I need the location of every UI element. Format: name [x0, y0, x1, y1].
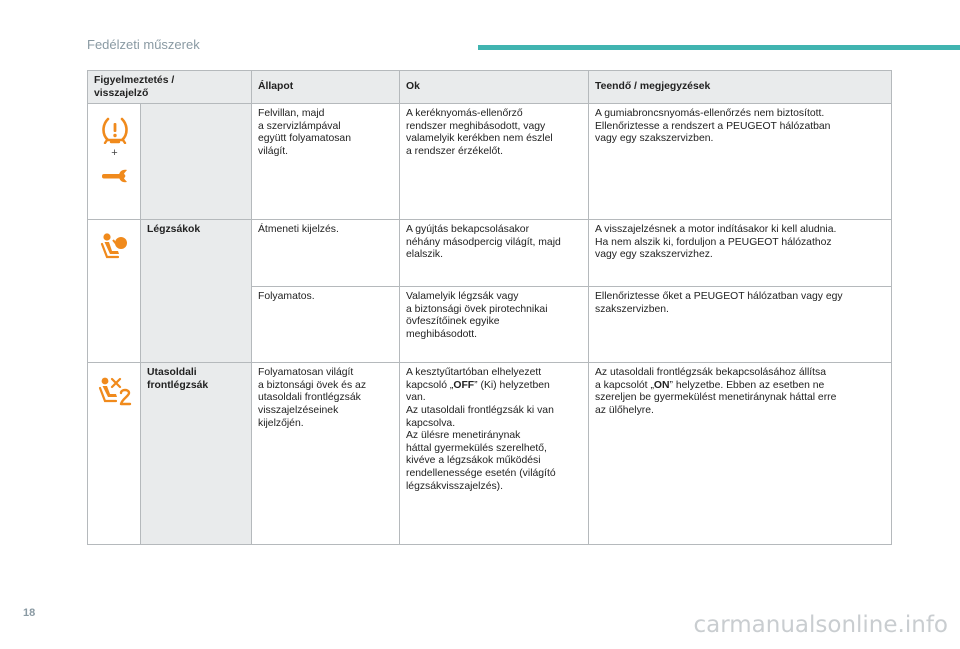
passenger-airbag-off-icon	[97, 375, 133, 407]
indicator-icon-cell	[88, 220, 141, 363]
section-title: Fedélzeti műszerek	[87, 37, 200, 52]
column-header-action: Teendő / megjegyzések	[589, 71, 892, 104]
indicator-label-cell	[141, 363, 252, 545]
action-cell: A gumiabroncsnyomás-ellenőrzés nem biztosított. Ellenőriztesse a rendszert a PEUGEOT hálózatban vagy egy szakszervizben.	[589, 104, 892, 220]
table-row	[88, 104, 892, 220]
icon-combination-plus: +	[111, 147, 118, 160]
airbag-icon	[98, 232, 132, 262]
header-accent-bar	[478, 45, 960, 50]
action-cell: Ellenőriztesse őket a PEUGEOT hálózatban vagy egy szakszervizben.	[589, 287, 892, 363]
page-number: 18	[23, 607, 36, 619]
cause-cell	[400, 363, 589, 545]
tyre-pressure-warning-icon	[100, 116, 130, 144]
action-cell: A visszajelzésnek a motor indításakor ki kell aludnia. Ha nem alszik ki, forduljon a PEUGEOT hálózathoz vagy egy szakszervizhez.	[589, 220, 892, 287]
column-header-indicator: Figyelmeztetés / visszajelző	[88, 71, 252, 104]
indicator-icon-cell	[88, 363, 141, 545]
column-header-state: Állapot	[252, 71, 400, 104]
state-cell: Folyamatosan világít a biztonsági övek és az utasoldali frontlégzsák visszajelzéseinek kijelzőjén.	[252, 363, 400, 545]
state-cell: Folyamatos.	[252, 287, 400, 363]
cause-text-c: ” (Ki) helyzetben van. Az utasoldali frontlégzsák ki van kapcsolva. Az ülésre menetiránynak háttal gyermekülés szerelhető, kivéve a légzsákok működési rendellenessége esetén (világító légzsákvisszajelzés).	[406, 379, 556, 492]
on-keyword: ON	[653, 379, 670, 391]
cause-cell: A gyújtás bekapcsolásakor néhány másodpercig világít, majd elalszik.	[400, 220, 589, 287]
service-wrench-icon	[100, 166, 130, 186]
action-text-c: ” helyzetbe. Ebben az esetben ne szereljen be gyermekülést menetiránynak háttal erre az ülőhelyre.	[595, 379, 837, 416]
indicator-label-cell	[141, 220, 252, 363]
action-text-a: Az utasoldali frontlégzsák bekapcsolásához állítsa a kapcsolót „	[595, 367, 827, 391]
cause-text-a: A kesztyűtartóban elhelyezett kapcsoló „	[406, 367, 542, 391]
state-cell: Felvillan, majd a szervizlámpával együtt folyamatosan világít.	[252, 104, 400, 220]
table-header-row	[88, 71, 892, 104]
cause-cell: Valamelyik légzsák vagy a biztonsági övek pirotechnikai övfeszítőinek egyike meghibásodott.	[400, 287, 589, 363]
column-header-cause: Ok	[400, 71, 589, 104]
state-cell: Átmeneti kijelzés.	[252, 220, 400, 287]
indicator-icon-cell	[88, 104, 141, 220]
off-keyword: OFF	[453, 379, 475, 391]
cause-cell: A keréknyomás-ellenőrző rendszer meghibásodott, vagy valamelyik kerékben nem észlel a rendszer érzékelőt.	[400, 104, 589, 220]
watermark: carmanualsonline.info	[693, 612, 948, 638]
table-row	[88, 220, 892, 287]
table-row	[88, 363, 892, 545]
warning-lights-table	[87, 70, 892, 545]
indicator-label-airbags: Légzsákok	[147, 224, 201, 236]
indicator-label-cell	[141, 104, 252, 220]
indicator-label-passenger-airbag: Utasoldali frontlégzsák	[147, 367, 209, 391]
action-cell	[589, 363, 892, 545]
